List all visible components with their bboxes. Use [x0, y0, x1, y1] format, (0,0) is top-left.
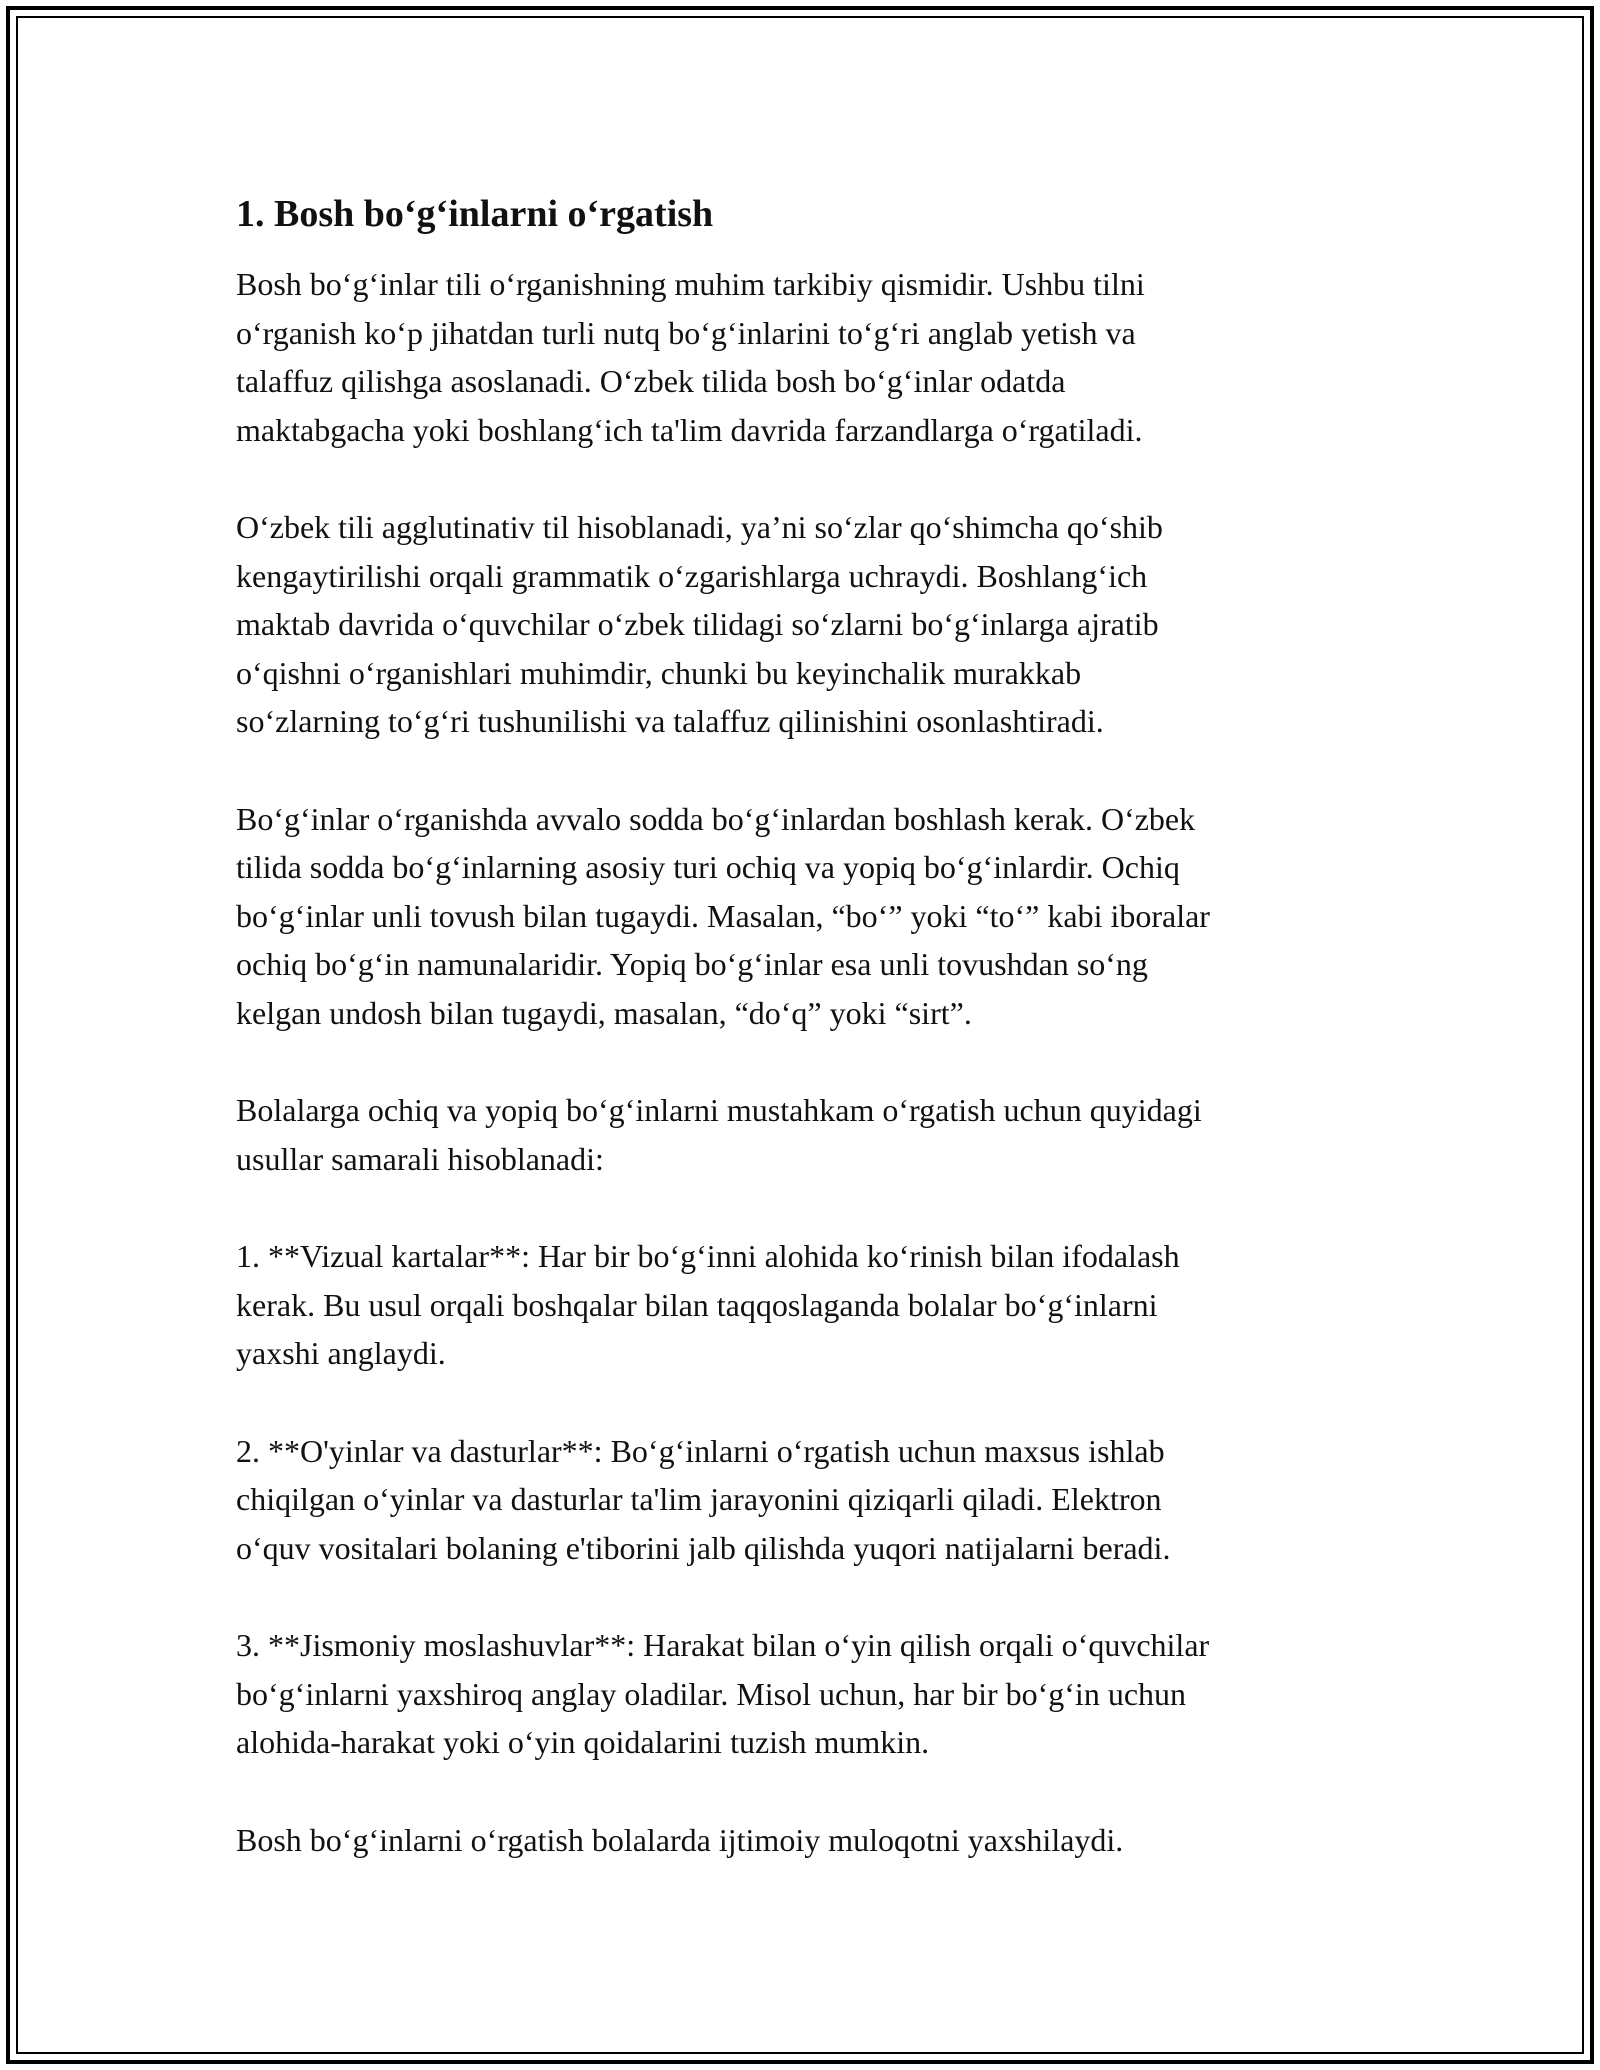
text-line: maktabgacha yoki boshlang‘ich ta'lim davrida farzandlarga o‘rgatiladi. [236, 411, 1143, 448]
text-line: chiqilgan o‘yinlar va dasturlar ta'lim jarayonini qiziqarli qiladi. Elektron [236, 1481, 1162, 1517]
text-line: ochiq bo‘g‘in namunalaridir. Yopiq bo‘g‘inlar esa unli tovushdan so‘ng [236, 946, 1148, 982]
section-heading: 1. Bosh bo‘g‘inlarni o‘rgatish [236, 193, 714, 235]
paragraph-conclusion [236, 1816, 1366, 1865]
text-line: kengaytirilishi orqali grammatik o‘zgarishlarga uchraydi. Boshlang‘ich [236, 557, 1148, 594]
text-line: kelgan undosh bilan tugaydi, masalan, “do‘q” yoki “sirt”. [236, 994, 972, 1031]
paragraph-syllable-types [236, 795, 1366, 1038]
text-line: alohida-harakat yoki o‘yin qoidalarini tuzish mumkin. [236, 1724, 930, 1760]
text-line: Bolalarga ochiq va yopiq bo‘g‘inlarni mustahkam o‘rgatish uchun quyidagi [236, 1092, 1202, 1128]
text-line: bo‘g‘inlar unli tovush bilan tugaydi. Masalan, “bo‘” yoki “to‘” kabi iboralar [236, 897, 1210, 934]
text-line: 1. **Vizual kartalar**: Har bir bo‘g‘inni alohida ko‘rinish bilan ifodalash [236, 1238, 1180, 1274]
text-line: Bo‘g‘inlar o‘rganishda avvalo sodda bo‘g‘inlardan boshlash kerak. O‘zbek [236, 800, 1196, 837]
text-line: 3. **Jismoniy moslashuvlar**: Harakat bilan o‘yin qilish orqali o‘quvchilar [236, 1627, 1210, 1663]
paragraph-methods-intro [236, 1086, 1366, 1183]
text-line: o‘qishni o‘rganishlari muhimdir, chunki bu keyinchalik murakkab [236, 654, 1082, 691]
text-line: o‘quv vositalari bolaning e'tiborini jalb qilishda yuqori natijalarni beradi. [236, 1529, 1171, 1566]
document-body [236, 188, 1366, 1913]
text-line: 2. **O'yinlar va dasturlar**: Bo‘g‘inlarni o‘rgatish uchun maxsus ishlab [236, 1432, 1165, 1469]
text-line: O‘zbek tili agglutinativ til hisoblanadi, ya’ni so‘zlar qo‘shimcha qo‘shib [236, 509, 1163, 545]
text-line: Bosh bo‘g‘inlar tili o‘rganishning muhim tarkibiy qismidir. Ushbu tilni [236, 266, 1145, 302]
text-line: Bosh bo‘g‘inlarni o‘rgatish bolalarda ijtimoiy muloqotni yaxshilaydi. [236, 1821, 1124, 1858]
text-line: maktab davrida o‘quvchilar o‘zbek tilidagi so‘zlarni bo‘g‘inlarga ajratib [236, 606, 1159, 642]
text-line: bo‘g‘inlarni yaxshiroq anglay oladilar. Misol uchun, har bir bo‘g‘in uchun [236, 1675, 1187, 1712]
paragraph-intro [236, 260, 1366, 454]
list-item-physical-activities [236, 1621, 1366, 1767]
text-line: usullar samarali hisoblanadi: [236, 1140, 604, 1177]
text-line: kerak. Bu usul orqali boshqalar bilan taqqoslaganda bolalar bo‘g‘inlarni [236, 1286, 1158, 1323]
paragraph-agglutinative [236, 503, 1366, 746]
list-item-games-programs [236, 1427, 1366, 1573]
list-item-visual-cards [236, 1232, 1366, 1378]
text-line: so‘zlarning to‘g‘ri tushunilishi va talaffuz qilinishini osonlashtiradi. [236, 703, 1104, 739]
text-line: tilida sodda bo‘g‘inlarning asosiy turi ochiq va yopiq bo‘g‘inlardir. Ochiq [236, 849, 1180, 885]
text-line: talaffuz qilishga asoslanadi. O‘zbek tilida bosh bo‘g‘inlar odatda [236, 363, 1066, 399]
text-line: yaxshi anglaydi. [236, 1335, 446, 1371]
text-line: o‘rganish ko‘p jihatdan turli nutq bo‘g‘inlarini to‘g‘ri anglab yetish va [236, 314, 1136, 351]
